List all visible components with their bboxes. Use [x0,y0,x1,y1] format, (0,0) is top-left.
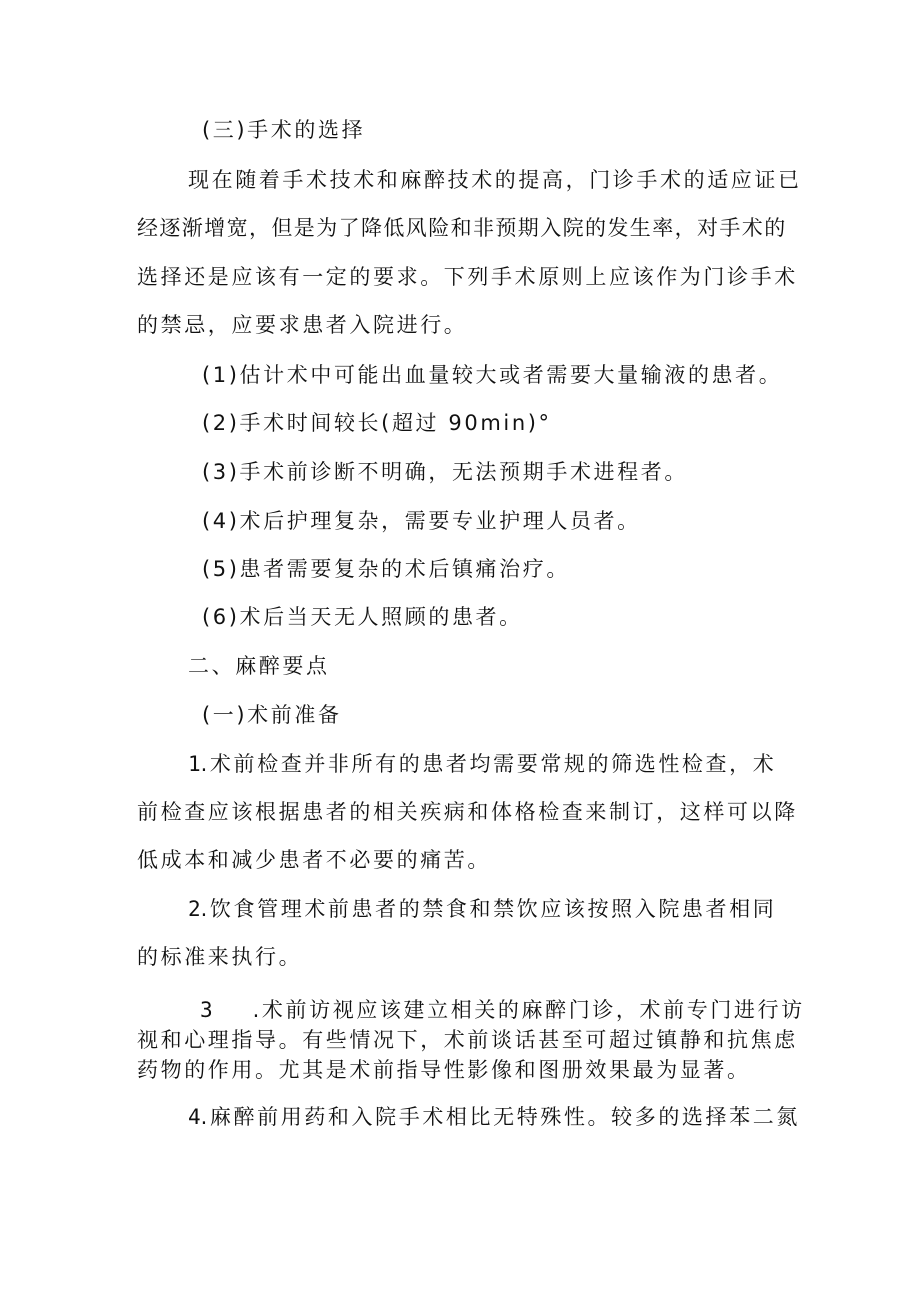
item-number: (6) [202,605,240,629]
item-text: 术后当天无人照顾的患者。 [239,605,523,629]
item-text: .麻醉前用药和入院手术相比无特殊性。较多的选择苯二氮 [200,1105,800,1129]
item-text: 手术前诊断不明确，无法预期手术进程者。 [239,460,688,484]
item-number: (3) [202,460,240,484]
item-number: (2) [202,411,240,435]
intro-line-3: 选择还是应该有一定的要求。下列手术原则上应该作为门诊手术 [137,265,798,289]
intro-line-2: 经逐渐增宽，但是为了降低风险和非预期入院的发生率，对手术的 [137,216,787,240]
anesthesia-heading: 二、麻醉要点 [188,654,330,678]
preop-item-1-line-2: 前检查应该根据患者的相关疾病和体格检查来制订，这样可以降 [137,800,798,824]
contraindication-item-5 [202,555,570,583]
intro-line-4: 的禁忌，应要求患者入院进行。 [137,313,468,337]
preop-item-2-line-1 [188,895,776,923]
contraindication-item-3 [202,458,688,486]
item-number: 2 [188,897,201,921]
preop-item-4-line-1 [188,1103,800,1131]
preop-item-2-line-2: 的标准来执行。 [137,945,303,969]
intro-line-1: 现在随着手术技术和麻醉技术的提高，门诊手术的适应证已 [188,168,802,192]
item-number: (1) [202,363,240,387]
item-number: 4 [188,1105,201,1129]
contraindication-item-4 [202,507,641,535]
item-number: (5) [202,557,240,581]
preop-item-3-line-2: 视和心理指导。有些情况下，术前谈话甚至可超过镇静和抗焦虑 [137,1028,798,1052]
contraindication-item-2 [202,409,552,437]
item-number: 3 [200,998,213,1022]
preop-item-1-line-1 [188,750,776,778]
item-text: 患者需要复杂的术后镇痛治疗。 [239,557,570,581]
preop-item-1-line-3: 低成本和减少患者不必要的痛苦。 [137,848,491,872]
preop-item-3-line-1 [200,996,805,1024]
preop-heading: (一)术前准备 [202,703,342,727]
item-text: .术前访视应该建立相关的麻醉门诊，术前专门进行访 [252,998,805,1022]
item-text: 估计术中可能出血量较大或者需要大量输液的患者。 [239,363,783,387]
item-text: 手术时间较长(超过 90min)° [239,411,552,435]
preop-item-3-line-3: 药物的作用。尤其是术前指导性影像和图册效果最为显著。 [137,1058,751,1082]
item-text: .饮食管理术前患者的禁食和禁饮应该按照入院患者相同 [200,897,777,921]
item-number: 1 [188,752,201,776]
contraindication-item-6 [202,603,523,631]
item-text: 术后护理复杂，需要专业护理人员者。 [239,509,641,533]
contraindication-item-1 [202,361,782,389]
section-heading: (三)手术的选择 [202,118,366,142]
item-text: .术前检查并非所有的患者均需要常规的筛选性检查，术 [200,752,777,776]
item-number: (4) [202,509,240,533]
